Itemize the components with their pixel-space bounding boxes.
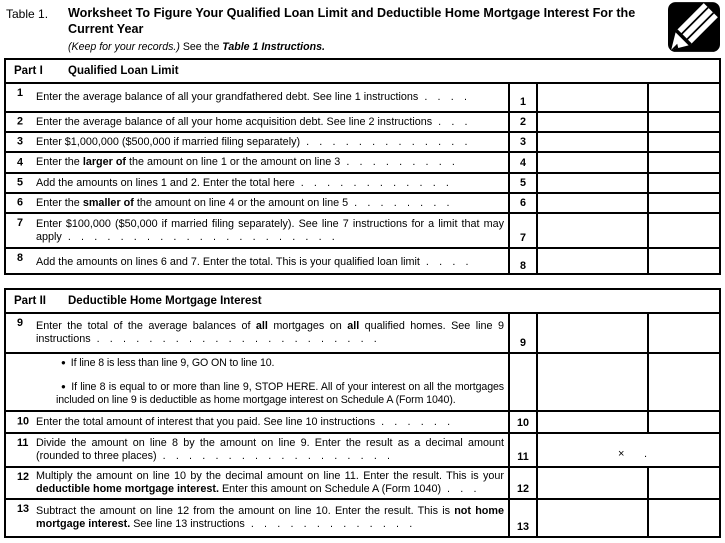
line-number-box: 13 — [508, 500, 538, 536]
line-number-box: 7 — [508, 214, 538, 247]
amount-entry-cell[interactable] — [538, 249, 647, 275]
cents-entry-cell[interactable] — [647, 174, 719, 192]
row-text-segment: Enter the — [36, 156, 83, 168]
row-text-segment: Enter the total of the average balances of — [36, 320, 256, 332]
amount-entry-cell[interactable] — [538, 194, 647, 212]
line-number-box: 12 — [508, 468, 538, 498]
line-number-left: 6 — [17, 196, 24, 209]
worksheet-row — [6, 412, 719, 434]
line-number-box: 3 — [508, 133, 538, 151]
line-number-left: 10 — [17, 415, 30, 428]
amount-entry-cell[interactable] — [538, 468, 647, 498]
line-number-left: 4 — [17, 156, 24, 168]
amount-entry-cell[interactable] — [538, 412, 647, 432]
amount-entry-cell[interactable] — [538, 113, 647, 131]
see-the-text: See the — [179, 41, 223, 53]
row-text-segment: Divide the amount on line 8 by the amount on line 9. Enter the result as a decimal amount (rounded to three places) — [36, 437, 504, 462]
line-number-box: 5 — [508, 174, 538, 192]
row-description — [6, 133, 508, 151]
row-text-segment: mortgages on — [267, 320, 348, 332]
worksheet-row — [6, 133, 719, 153]
row-description — [6, 194, 508, 212]
line-number-left: 11 — [17, 437, 29, 449]
decimal-entry-cell[interactable] — [538, 434, 719, 466]
row-text-segment: deductible home mortgage interest. — [36, 483, 219, 495]
bullet-text: If line 8 is less than line 9, GO ON to line 10. — [70, 357, 275, 370]
worksheet-row — [6, 249, 719, 275]
part1-title: Qualified Loan Limit — [68, 65, 179, 77]
pencil-icon — [668, 2, 720, 52]
cents-entry-cell[interactable] — [647, 354, 719, 410]
amount-entry-cell[interactable] — [538, 314, 647, 352]
part2-table — [4, 288, 721, 538]
decimal-point: . — [644, 448, 648, 460]
cents-entry-cell[interactable] — [647, 468, 719, 498]
dot-leader: . . . . — [424, 91, 471, 103]
bullet-icon: ● — [61, 358, 66, 368]
part1-table — [4, 58, 721, 275]
row-description — [6, 214, 508, 247]
worksheet-row — [6, 314, 719, 354]
cents-entry-cell[interactable] — [647, 133, 719, 151]
cents-entry-cell[interactable] — [647, 214, 719, 247]
row-description — [6, 434, 508, 466]
line-number-left: 8 — [17, 252, 24, 264]
amount-entry-cell[interactable] — [538, 174, 647, 192]
bullet-text: If line 8 is equal to or more than line 9, STOP HERE. All of your interest on all the mortgages included on line 9 is deductible as home mortgage interest on Schedule A (Form 1040). — [56, 380, 504, 407]
amount-entry-cell[interactable] — [538, 354, 647, 410]
page-title: Worksheet To Figure Your Qualified Loan Limit and Deductible Home Mortgage Interest For the Current Year — [68, 6, 636, 36]
row-text-segment: the amount on line 1 or the amount on line 3 — [126, 156, 341, 168]
row-text-segment: Enter $1,000,000 ($500,000 if married filing separately) — [36, 135, 301, 148]
row-description — [6, 500, 508, 536]
part2-header — [6, 290, 719, 314]
line-number-left: 9 — [17, 317, 24, 329]
part1-rows — [6, 84, 719, 275]
row-text-segment: Enter the total amount of interest that you paid. See line 10 instructions — [36, 415, 376, 428]
row-text-segment: Enter $100,000 ($50,000 if married filing separately). See line 7 instructions for a limit that may apply — [36, 217, 504, 243]
dot-leader: . . . . . . — [381, 415, 454, 428]
line-number-left: 13 — [17, 503, 30, 515]
part2-label: Part II — [14, 295, 46, 307]
line-number-box: 6 — [508, 194, 538, 212]
multiply-sign: × — [618, 448, 625, 460]
amount-entry-cell[interactable] — [538, 214, 647, 247]
line-number-left: 7 — [17, 217, 24, 229]
dot-leader: . . . . . . . . . . . . . — [250, 518, 416, 530]
line-number-box: 10 — [508, 412, 538, 432]
row-text-segment: qualified homes. See line 9 instructions — [36, 320, 504, 345]
row-text-segment: not home mortgage interest. — [36, 505, 504, 530]
amount-entry-cell[interactable] — [538, 133, 647, 151]
dot-leader: . . . . . . . . — [354, 196, 454, 209]
part2-title: Deductible Home Mortgage Interest — [68, 295, 262, 307]
row-text-segment: Add the amounts on lines 1 and 2. Enter the total here — [36, 176, 295, 189]
part2-rows — [6, 314, 719, 536]
cents-entry-cell[interactable] — [647, 194, 719, 212]
dot-leader: . . . . . . . . . . . . — [300, 176, 453, 189]
records-note — [68, 41, 325, 53]
cents-entry-cell[interactable] — [647, 412, 719, 432]
row-text-segment: the amount on line 4 or the amount on line 5 — [133, 196, 349, 209]
amount-entry-cell[interactable] — [538, 500, 647, 536]
part1-label: Part I — [14, 65, 43, 77]
line-number-left: 3 — [17, 135, 24, 148]
amount-entry-cell[interactable] — [538, 84, 647, 111]
dot-leader: . . . — [438, 115, 472, 128]
worksheet-row — [6, 500, 719, 536]
dot-leader: . . . . . . . . . — [346, 156, 459, 168]
worksheet-row — [6, 214, 719, 249]
dot-leader: . . . . . . . . . . . . . — [306, 135, 472, 148]
line-number-box: 9 — [508, 314, 538, 352]
line-number-left: 5 — [17, 176, 24, 189]
row-text-segment: all — [347, 320, 360, 332]
row-text-segment: Multiply the amount on line 10 by the decimal amount on line 11. Enter the result. This is your — [36, 470, 504, 482]
worksheet-row — [6, 434, 719, 468]
line-number-left: 1 — [17, 87, 24, 99]
row-text-segment: Enter the average balance of all your home acquisition debt. See line 2 instructions — [36, 115, 433, 128]
row-text-segment: Subtract the amount on line 12 from the amount on line 10. Enter the result. This is — [36, 505, 455, 517]
row-description — [6, 249, 508, 275]
row-description — [6, 113, 508, 131]
row-text-segment: Enter the — [36, 196, 83, 209]
line-number-box: 11 — [508, 434, 538, 466]
row-text-segment: Enter the average balance of all your grandfathered debt. See line 1 instructions — [36, 91, 419, 103]
dot-leader: . . . . — [425, 255, 473, 268]
cents-entry-cell[interactable] — [647, 113, 719, 131]
cents-entry-cell[interactable] — [647, 153, 719, 172]
row-description — [6, 468, 508, 498]
worksheet-row — [6, 194, 719, 214]
line-number-box: 8 — [508, 249, 538, 275]
row-description — [6, 153, 508, 172]
row-text-segment: larger of — [82, 156, 127, 168]
bullet-note — [56, 380, 504, 408]
table-label: Table 1. — [6, 7, 49, 21]
table1-instructions-text: Table 1 Instructions. — [222, 41, 325, 53]
line-number-left: 12 — [17, 471, 30, 483]
cents-entry-cell[interactable] — [647, 314, 719, 352]
line-number-box — [508, 354, 538, 410]
row-text-segment: smaller of — [82, 196, 134, 209]
cents-entry-cell[interactable] — [647, 84, 719, 111]
line-number-box: 2 — [508, 113, 538, 131]
cents-entry-cell[interactable] — [647, 500, 719, 536]
dot-leader: . . . — [447, 483, 481, 495]
cents-entry-cell[interactable] — [647, 249, 719, 275]
bullet-note — [56, 356, 504, 371]
dot-leader: . . . . . . . . . . . . . . . . . . . . . — [67, 230, 339, 243]
row-description — [6, 354, 508, 410]
row-description — [6, 412, 508, 432]
part1-header — [6, 60, 719, 84]
row-description — [6, 84, 508, 111]
bullet-icon: ● — [61, 381, 67, 391]
row-description — [6, 314, 508, 352]
worksheet-row — [6, 84, 719, 113]
dot-leader: . . . . . . . . . . . . . . . . . . . . . . — [96, 333, 381, 345]
line-number-left: 2 — [17, 115, 24, 128]
worksheet-note-row — [6, 354, 719, 412]
dot-leader: . . . . . . . . . . . . . . . . . . — [162, 450, 394, 462]
row-description — [6, 174, 508, 192]
worksheet-row — [6, 174, 719, 194]
row-text-segment: Enter this amount on Schedule A (Form 1040) — [218, 483, 442, 495]
row-text-segment: See line 13 instructions — [130, 518, 245, 530]
line-number-box: 4 — [508, 153, 538, 172]
row-text-segment: Add the amounts on lines 6 and 7. Enter the total. This is your qualified loan limit — [36, 255, 420, 268]
amount-entry-cell[interactable] — [538, 153, 647, 172]
worksheet-row — [6, 153, 719, 174]
line-number-box: 1 — [508, 84, 538, 111]
worksheet-row — [6, 113, 719, 133]
worksheet-row — [6, 468, 719, 500]
row-text-segment: all — [255, 320, 268, 332]
keep-for-records-text: (Keep for your records.) — [68, 41, 180, 53]
